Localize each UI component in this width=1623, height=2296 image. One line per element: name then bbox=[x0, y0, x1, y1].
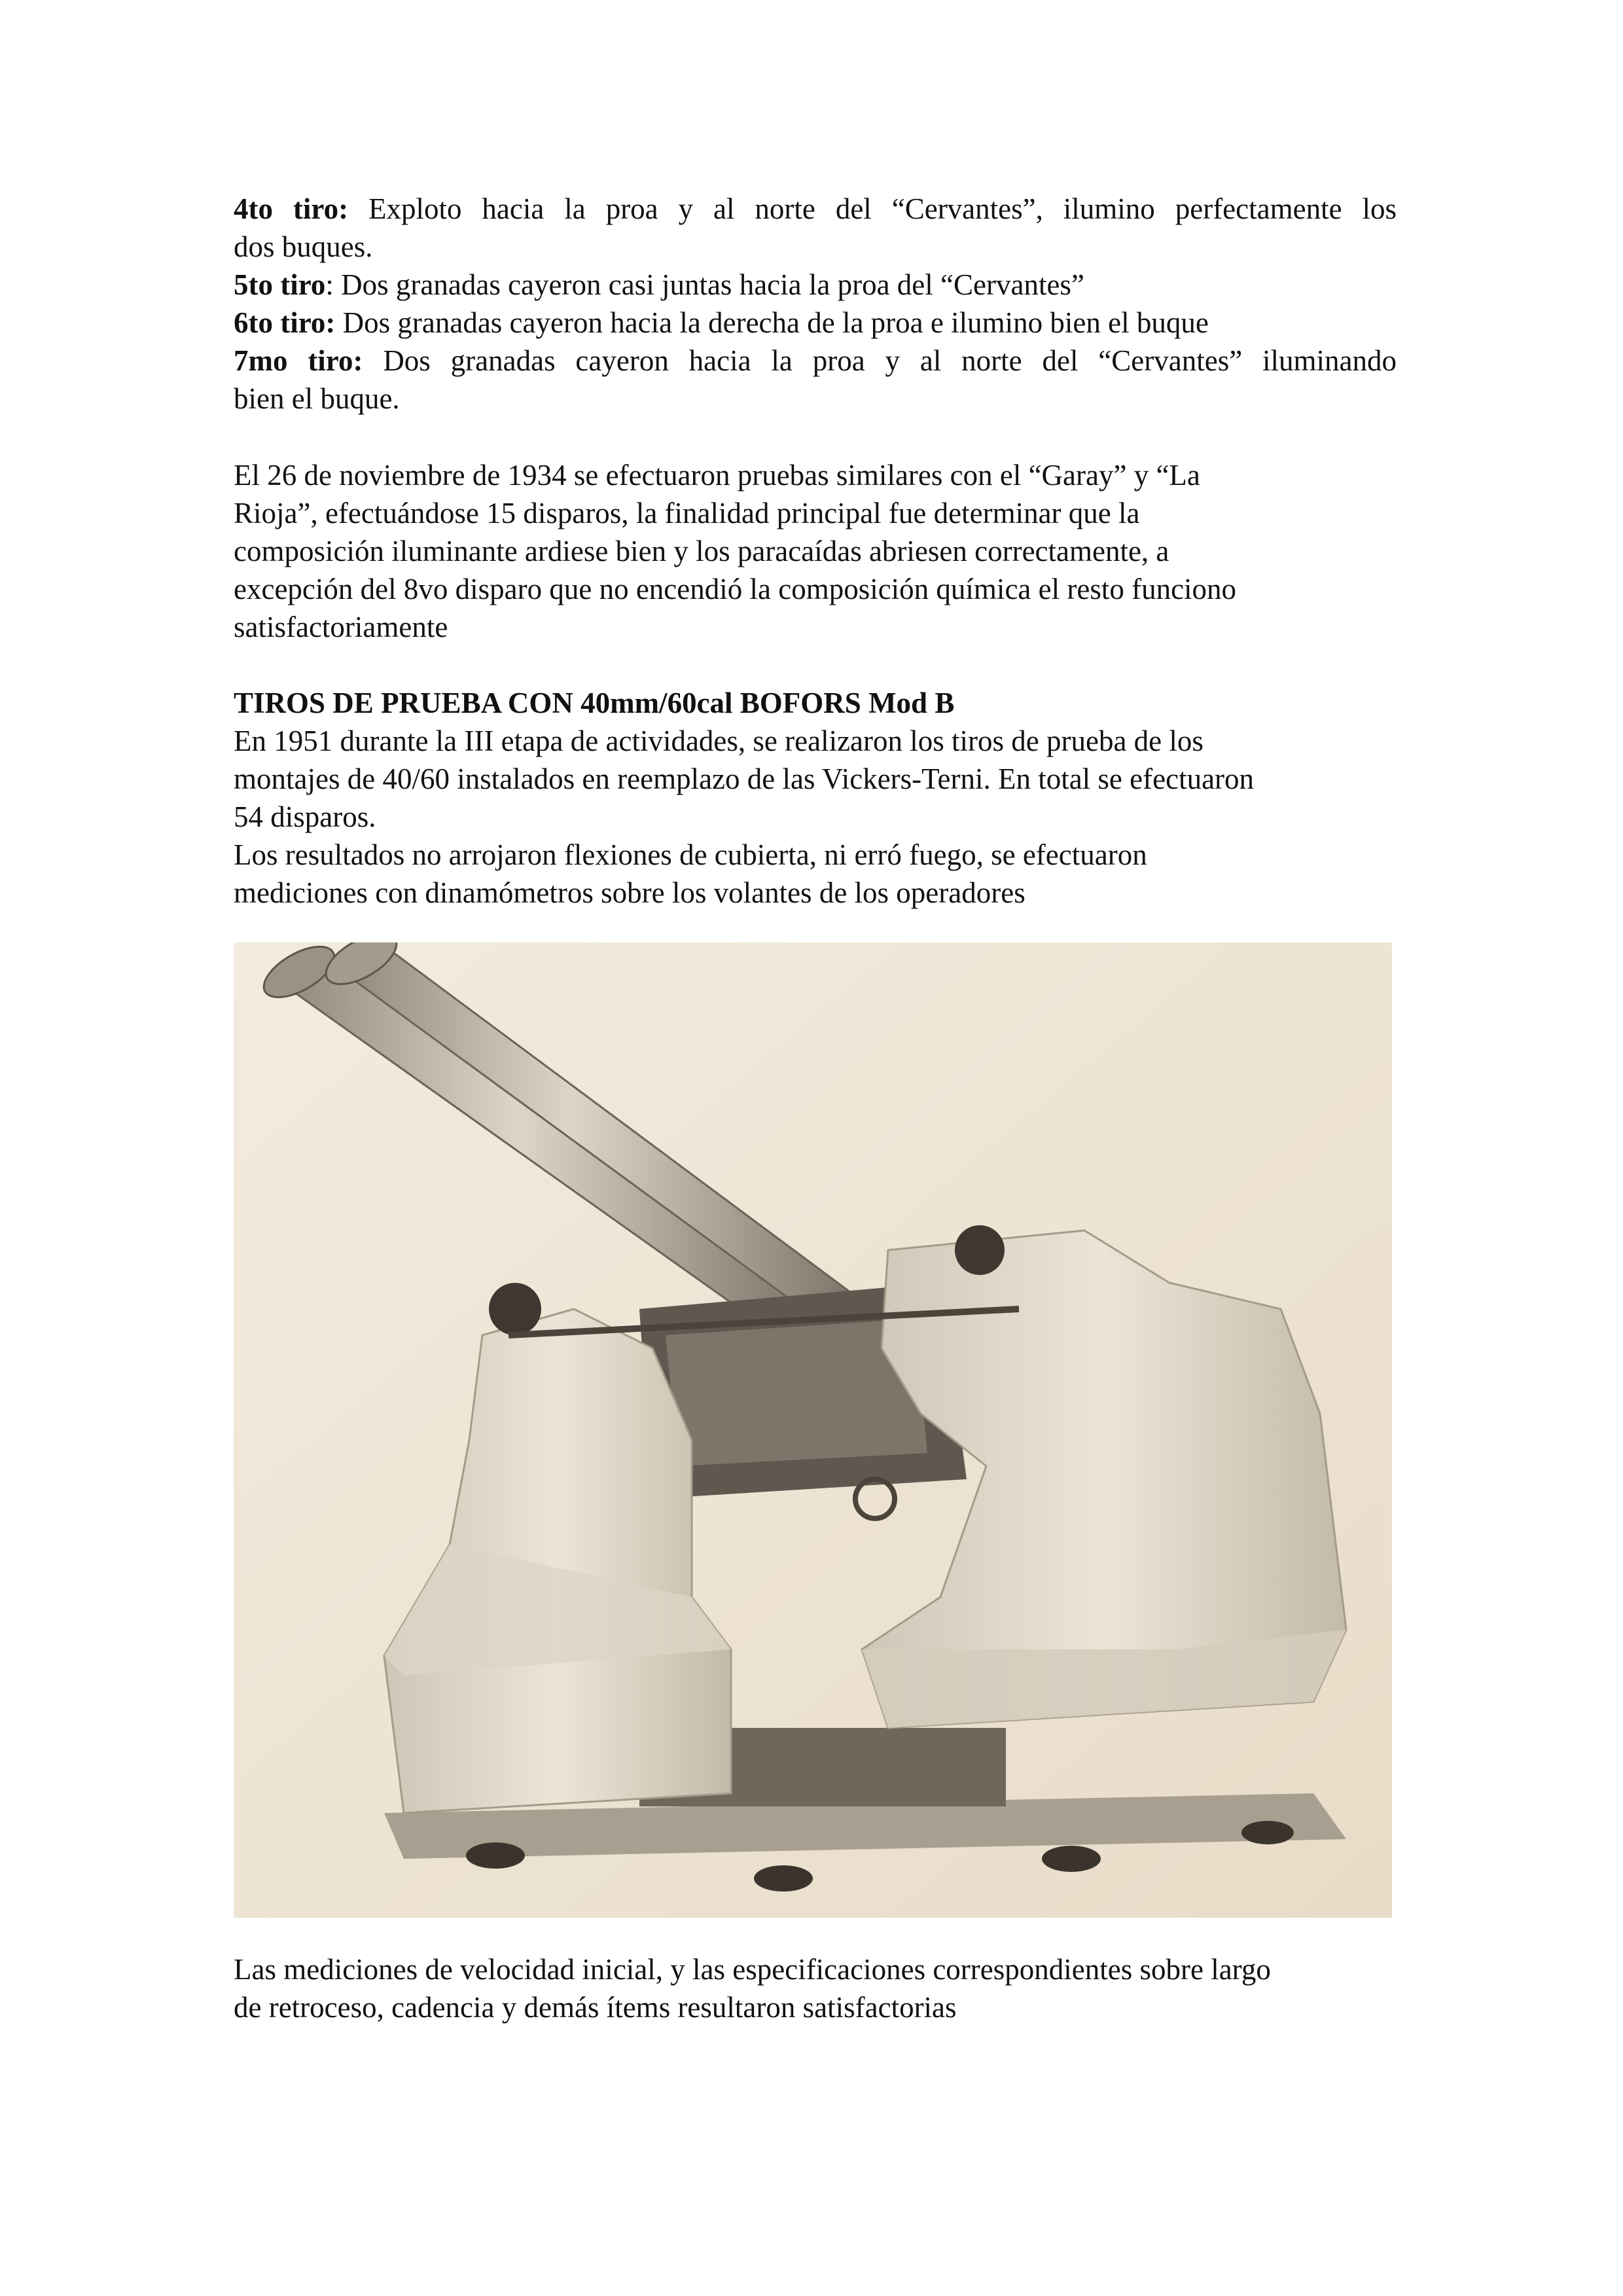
handwheel-left bbox=[489, 1283, 541, 1335]
paragraph-line: de retroceso, cadencia y demás ítems resultaron satisfactorias bbox=[234, 1991, 957, 2024]
handwheel-right bbox=[955, 1225, 1005, 1275]
shot-7-text: Dos granadas cayeron hacia la proa y al norte del “Cervantes” iluminando bbox=[383, 344, 1397, 377]
paragraph-line: composición iluminante ardiese bien y los paracaídas abriesen correctamente, a bbox=[234, 535, 1169, 567]
paragraph-line: 54 disparos. bbox=[234, 800, 376, 833]
shot-4-label: 4to tiro: bbox=[234, 192, 349, 225]
shot-5-label: 5to tiro bbox=[234, 268, 326, 301]
shot-5-line bbox=[234, 266, 1397, 304]
paragraph-1934 bbox=[234, 456, 1397, 646]
shot-4-line bbox=[234, 190, 1397, 228]
paragraph-line: El 26 de noviembre de 1934 se efectuaron pruebas similares con el “Garay” y “La bbox=[234, 459, 1200, 492]
paragraph-line: montajes de 40/60 instalados en reemplazo de las Vickers-Terni. En total se efectuaron bbox=[234, 762, 1255, 795]
paragraph-line: Las mediciones de velocidad inicial, y las especificaciones correspondientes sobre largo bbox=[234, 1953, 1271, 1986]
paragraph-line: excepción del 8vo disparo que no encendió la composición química el resto funciono bbox=[234, 573, 1237, 605]
shot-7-line bbox=[234, 342, 1397, 380]
section-heading: TIROS DE PRUEBA CON 40mm/60cal BOFORS Mod B bbox=[234, 687, 955, 719]
bofors-gun-photo bbox=[234, 942, 1392, 1918]
shot-4-text: Exploto hacia la proa y al norte del “Cervantes”, ilumino perfectamente los bbox=[368, 192, 1397, 225]
paragraph-final bbox=[234, 1950, 1397, 2026]
shot-5-separator: : bbox=[325, 268, 334, 301]
shot-6-label: 6to tiro: bbox=[234, 306, 336, 339]
paragraph-line: satisfactoriamente bbox=[234, 611, 448, 643]
shot-7-label: 7mo tiro: bbox=[234, 344, 363, 377]
gun-illustration bbox=[234, 942, 1392, 1918]
shot-4-continuation: dos buques. bbox=[234, 230, 373, 263]
paragraph-line: En 1951 durante la III etapa de actividades, se realizaron los tiros de prueba de los bbox=[234, 725, 1204, 757]
paragraph-line: Rioja”, efectuándose 15 disparos, la finalidad principal fue determinar que la bbox=[234, 497, 1140, 529]
paragraph-1951 bbox=[234, 722, 1397, 836]
shot-7-continuation: bien el buque. bbox=[234, 382, 400, 415]
shot-results bbox=[234, 190, 1397, 418]
shot-6-text: Dos granadas cayeron hacia la derecha de la proa e ilumino bien el buque bbox=[335, 306, 1209, 339]
paragraph-line: Los resultados no arrojaron flexiones de cubierta, ni erró fuego, se efectuaron bbox=[234, 838, 1147, 871]
paragraph-results bbox=[234, 836, 1397, 912]
paragraph-line: mediciones con dinamómetros sobre los volantes de los operadores bbox=[234, 876, 1026, 909]
shot-5-text: Dos granadas cayeron casi juntas hacia la proa del “Cervantes” bbox=[333, 268, 1084, 301]
shot-6-line bbox=[234, 304, 1397, 342]
